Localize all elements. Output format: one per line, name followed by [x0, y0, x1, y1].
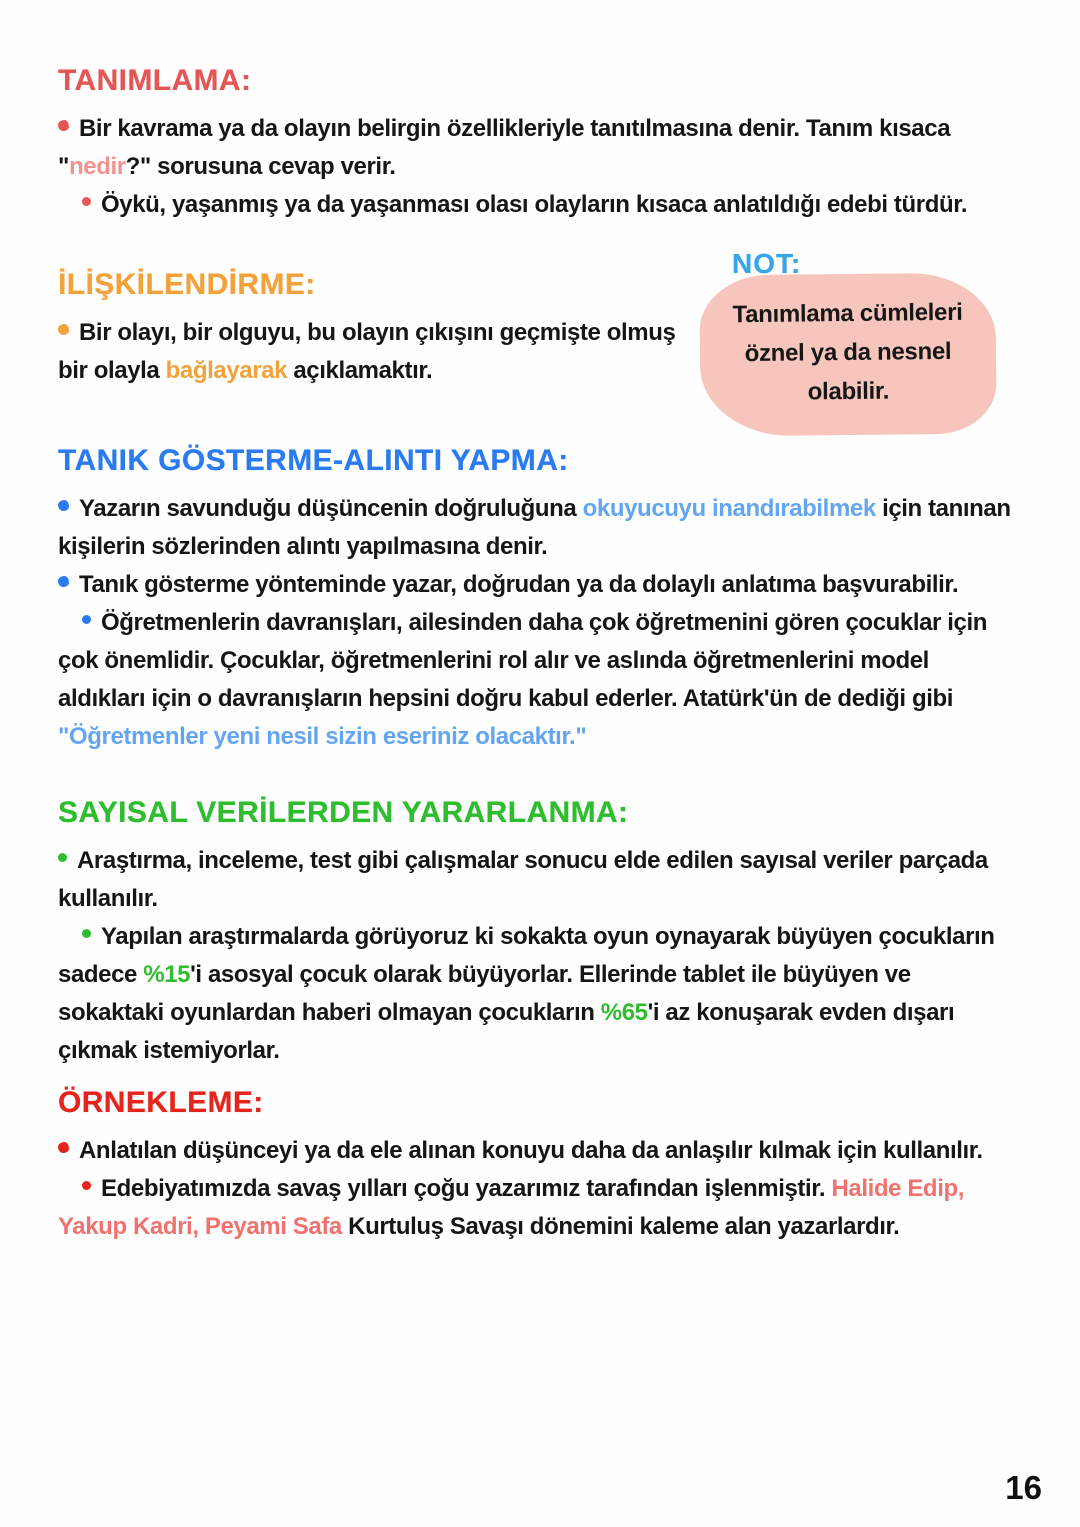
note-text: Tanımlama cümleleri öznel ya da nesnel olabilir.	[732, 298, 963, 406]
sections	[58, 64, 1022, 1246]
section-tanimlama	[58, 64, 1022, 224]
section-title: ÖRNEKLEME:	[58, 1086, 264, 1119]
paragraph	[58, 314, 708, 390]
bullet-icon	[82, 1181, 91, 1190]
bullet-icon	[82, 615, 91, 624]
body-text: Tanık gösterme yönteminde yazar, doğrudan ya da dolaylı anlatıma başvurabilir.	[79, 571, 959, 598]
body-text: için tanınan kişilerin sözlerinden alıntı yapılmasına denir.	[58, 495, 1011, 560]
section-title: İLİŞKİLENDİRME:	[58, 268, 316, 301]
page-number: 16	[1005, 1469, 1042, 1506]
paragraph	[58, 1132, 1020, 1170]
paragraph	[58, 490, 1020, 566]
paragraph	[58, 1170, 1020, 1246]
body-text: açıklamaktır.	[287, 357, 433, 384]
body-text: Edebiyatımızda savaş yılları çoğu yazarımız tarafından işlenmiştir.	[101, 1175, 832, 1202]
paragraph	[58, 186, 1020, 224]
body-text: Anlatılan düşünceyi ya da ele alınan konuyu daha da anlaşılır kılmak için kullanılır.	[79, 1137, 983, 1164]
body-text: ?" sorusuna cevap verir.	[125, 153, 396, 180]
paragraph	[58, 566, 1020, 604]
note-blob	[699, 272, 997, 436]
bullet-icon	[58, 853, 67, 862]
body-text: Yapılan araştırmalarda görüyoruz ki sokakta oyun oynayarak büyüyen çocukların sadece	[58, 923, 995, 988]
section-title: TANIK GÖSTERME-ALINTI YAPMA:	[58, 444, 569, 477]
section-tanik	[58, 444, 1022, 756]
bullet-icon	[58, 1142, 69, 1153]
highlight-text: %15	[143, 961, 191, 988]
note-box	[700, 248, 996, 435]
bullet-icon	[82, 929, 91, 938]
section-paragraphs	[58, 110, 1020, 224]
paragraph	[58, 604, 1020, 756]
body-text: Bir kavrama ya da olayın belirgin özellikleriyle tanıtılmasına denir. Tanım kısaca "	[58, 115, 951, 180]
body-text: Öykü, yaşanmış ya da yaşanması olası olayların kısaca anlatıldığı edebi türdür.	[101, 191, 968, 218]
note-label: NOT:	[732, 248, 802, 279]
body-text: Kurtuluş Savaşı dönemini kaleme alan yazarlardır.	[341, 1213, 900, 1240]
highlight-text: nedir	[68, 153, 126, 180]
paragraph	[58, 842, 1020, 918]
body-text: 'i az konuşarak evden dışarı çıkmak istemiyorlar.	[58, 999, 955, 1064]
section-title: TANIMLAMA:	[58, 64, 252, 97]
highlight-text: okuyucuyu inandırabilmek	[582, 495, 876, 522]
bullet-icon	[82, 197, 91, 206]
section-paragraphs	[58, 1132, 1020, 1246]
section-title: SAYISAL VERİLERDEN YARARLANMA:	[58, 796, 629, 829]
bullet-icon	[58, 120, 69, 131]
body-text: Bir olayı, bir olguyu, bu olayın çıkışını geçmişte olmuş bir olayla	[58, 319, 676, 384]
body-text: Yazarın savunduğu düşüncenin doğruluğuna	[79, 495, 583, 522]
paragraph	[58, 918, 1020, 1070]
body-text: Araştırma, inceleme, test gibi çalışmalar sonucu elde edilen sayısal veriler parçada kullanılır.	[58, 847, 988, 912]
body-text: 'i asosyal çocuk olarak büyüyorlar. Ellerinde tablet ile büyüyen ve sokaktaki oyunlardan haberi olmayan çocukların	[58, 961, 911, 1026]
bullet-icon	[58, 576, 69, 587]
bullet-icon	[58, 500, 69, 511]
section-paragraphs	[58, 314, 708, 390]
section-ornekleme	[58, 1086, 1022, 1246]
highlight-text: %65	[600, 999, 648, 1026]
section-paragraphs	[58, 490, 1020, 756]
section-sayisal	[58, 796, 1022, 1070]
highlight-text: bağlayarak	[165, 357, 288, 384]
body-text: Öğretmenlerin davranışları, ailesinden daha çok öğretmenini gören çocuklar için çok önemlidir. Çocuklar, öğretmenlerini rol alır ve aslında öğretmenlerini model aldıkları için o davranışların hepsini doğru kabul ederler. Atatürk'ün de dediği gibi	[58, 609, 988, 712]
section-paragraphs	[58, 842, 1020, 1070]
highlight-text: "Öğretmenler yeni nesil sizin eseriniz olacaktır."	[58, 723, 587, 750]
paragraph	[58, 110, 1020, 186]
highlight-text: Halide Edip, Yakup Kadri, Peyami Safa	[58, 1175, 964, 1240]
bullet-icon	[58, 324, 69, 335]
